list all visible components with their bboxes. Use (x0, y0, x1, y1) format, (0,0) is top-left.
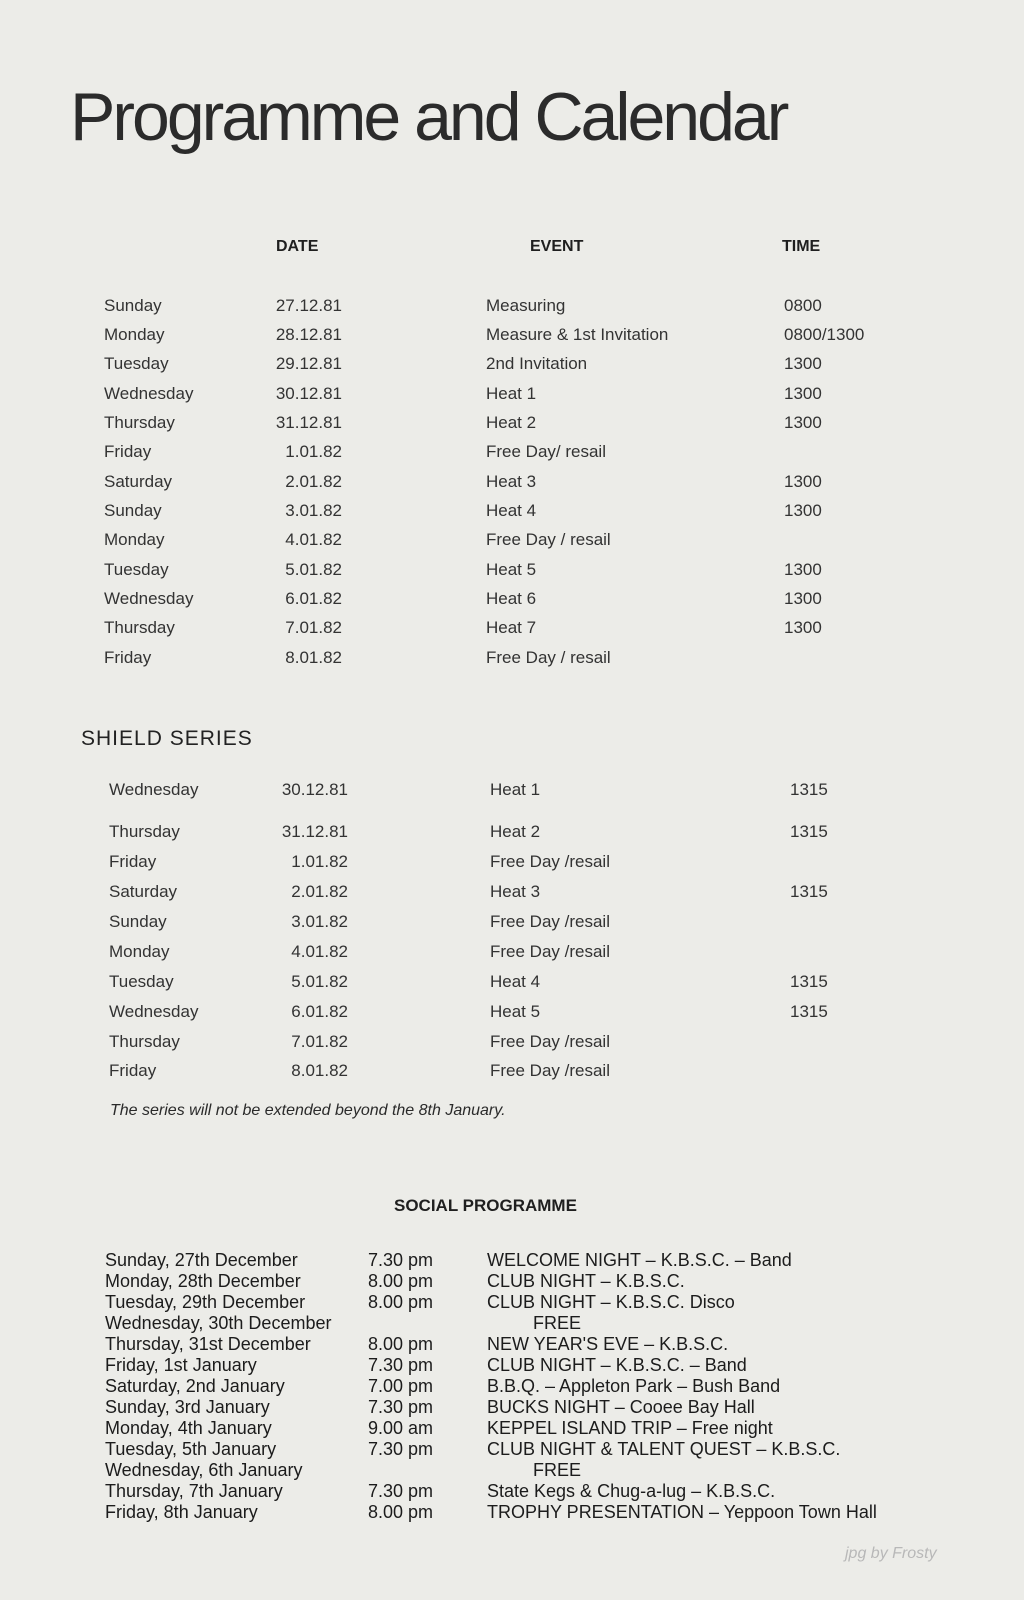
day-cell: Wednesday (104, 589, 194, 608)
list-item (0, 1397, 1024, 1418)
table-row (0, 822, 1024, 848)
event-cell: 2nd Invitation (486, 354, 588, 373)
time-cell: 1315 (790, 972, 828, 991)
time-cell: 1315 (790, 822, 828, 841)
page-title: Programme and Calendar (70, 79, 787, 155)
social-time: 7.30 pm (368, 1439, 434, 1459)
list-item (0, 1418, 1024, 1439)
date-cell: 27.12.81 (275, 296, 342, 315)
social-day: Monday, 4th January (105, 1418, 272, 1438)
date-cell: 5.01.82 (285, 560, 342, 579)
day-cell: Monday (109, 942, 170, 961)
event-cell: Heat 3 (490, 882, 541, 901)
time-cell: 1300 (784, 354, 822, 373)
social-day: Saturday, 2nd January (105, 1376, 285, 1396)
event-cell: Free Day /resail (490, 1032, 610, 1051)
social-event: BUCKS NIGHT – Cooee Bay Hall (487, 1397, 755, 1417)
shield-series-heading: SHIELD SERIES (81, 727, 253, 750)
social-day: Wednesday, 30th December (105, 1313, 332, 1333)
event-cell: Free Day /resail (490, 912, 610, 931)
day-cell: Sunday (104, 296, 162, 315)
social-day: Friday, 1st January (105, 1355, 257, 1375)
date-cell: 2.01.82 (291, 882, 348, 901)
social-time: 7.30 pm (368, 1250, 434, 1270)
social-day: Friday, 8th January (105, 1502, 258, 1522)
social-time: 7.30 pm (368, 1355, 434, 1375)
list-item (0, 1439, 1024, 1460)
table-row (0, 1032, 1024, 1058)
date-cell: 3.01.82 (285, 501, 342, 520)
day-cell: Thursday (104, 618, 175, 637)
time-cell: 1300 (784, 560, 822, 579)
event-cell: Measure & 1st Invitation (486, 325, 669, 344)
table-row (0, 618, 1024, 644)
date-cell: 8.01.82 (285, 648, 342, 667)
event-cell: Heat 5 (486, 560, 537, 579)
social-time: 9.00 am (368, 1418, 434, 1438)
table-row (0, 413, 1024, 439)
social-event: FREE (533, 1460, 582, 1480)
table-row (0, 1002, 1024, 1028)
social-event: FREE (533, 1313, 582, 1333)
day-cell: Tuesday (104, 354, 169, 373)
day-cell: Saturday (109, 882, 178, 901)
date-cell: 4.01.82 (291, 942, 348, 961)
social-event: NEW YEAR'S EVE – K.B.S.C. (487, 1334, 729, 1354)
date-cell: 4.01.82 (285, 530, 342, 549)
table-row (0, 384, 1024, 410)
social-time: 8.00 pm (368, 1292, 434, 1312)
table-row (0, 852, 1024, 878)
social-event: B.B.Q. – Appleton Park – Bush Band (487, 1376, 781, 1396)
day-cell: Thursday (109, 822, 180, 841)
social-time: 8.00 pm (368, 1271, 434, 1291)
day-cell: Thursday (109, 1032, 180, 1051)
table-row (0, 589, 1024, 615)
table-row (0, 942, 1024, 968)
table-row (0, 780, 1024, 806)
table-row (0, 912, 1024, 938)
day-cell: Sunday (104, 501, 162, 520)
list-item (0, 1334, 1024, 1355)
date-cell: 28.12.81 (275, 325, 342, 344)
social-event: CLUB NIGHT & TALENT QUEST – K.B.S.C. (487, 1439, 841, 1459)
day-cell: Friday (109, 1061, 157, 1080)
social-event: State Kegs & Chug-a-lug – K.B.S.C. (487, 1481, 776, 1501)
social-event: KEPPEL ISLAND TRIP – Free night (487, 1418, 773, 1438)
list-item (0, 1355, 1024, 1376)
event-cell: Heat 1 (490, 780, 541, 799)
time-cell: 1300 (784, 501, 822, 520)
list-item (0, 1502, 1024, 1523)
event-cell: Free Day / resail (486, 530, 611, 549)
social-time: 8.00 pm (368, 1334, 434, 1354)
social-day: Tuesday, 29th December (105, 1292, 306, 1312)
event-cell: Heat 4 (486, 501, 537, 520)
table-row (0, 442, 1024, 468)
table-row (0, 972, 1024, 998)
list-item (0, 1313, 1024, 1334)
time-cell: 1315 (790, 1002, 828, 1021)
day-cell: Wednesday (109, 1002, 199, 1021)
social-day: Thursday, 31st December (105, 1334, 311, 1354)
table-row (0, 325, 1024, 351)
table-row (0, 1061, 1024, 1087)
day-cell: Friday (109, 852, 157, 871)
time-column-header: TIME (782, 238, 821, 255)
table-row (0, 472, 1024, 498)
event-cell: Free Day /resail (490, 1061, 610, 1080)
day-cell: Tuesday (109, 972, 174, 991)
date-cell: 31.12.81 (275, 413, 342, 432)
social-day: Tuesday, 5th January (105, 1439, 277, 1459)
date-cell: 2.01.82 (285, 472, 342, 491)
list-item (0, 1250, 1024, 1271)
time-cell: 0800/1300 (784, 325, 865, 344)
event-cell: Heat 1 (486, 384, 537, 403)
day-cell: Saturday (104, 472, 173, 491)
time-cell: 1300 (784, 413, 822, 432)
event-cell: Heat 3 (486, 472, 537, 491)
date-cell: 5.01.82 (291, 972, 348, 991)
social-time: 8.00 pm (368, 1502, 434, 1522)
event-cell: Heat 2 (486, 413, 537, 432)
social-event: CLUB NIGHT – K.B.S.C. (487, 1271, 685, 1291)
date-cell: 6.01.82 (285, 589, 342, 608)
date-cell: 6.01.82 (291, 1002, 348, 1021)
date-cell: 1.01.82 (291, 852, 348, 871)
list-item (0, 1376, 1024, 1397)
social-time: 7.30 pm (368, 1397, 434, 1417)
table-row (0, 882, 1024, 908)
table-row (0, 560, 1024, 586)
list-item (0, 1460, 1024, 1481)
social-event: TROPHY PRESENTATION – Yeppoon Town Hall (487, 1502, 877, 1522)
list-item (0, 1271, 1024, 1292)
date-cell: 31.12.81 (281, 822, 348, 841)
event-cell: Heat 6 (486, 589, 537, 608)
event-cell: Free Day /resail (490, 852, 610, 871)
table-row (0, 354, 1024, 380)
date-column-header: DATE (276, 238, 319, 255)
date-cell: 3.01.82 (291, 912, 348, 931)
day-cell: Friday (104, 442, 152, 461)
time-cell: 1315 (790, 780, 828, 799)
table-row (0, 296, 1024, 322)
time-cell: 1315 (790, 882, 828, 901)
event-cell: Heat 2 (490, 822, 541, 841)
social-day: Wednesday, 6th January (105, 1460, 303, 1480)
day-cell: Tuesday (104, 560, 169, 579)
list-item (0, 1292, 1024, 1313)
date-cell: 7.01.82 (291, 1032, 348, 1051)
social-day: Monday, 28th December (105, 1271, 301, 1291)
table-row (0, 648, 1024, 674)
day-cell: Wednesday (109, 780, 199, 799)
time-cell: 1300 (784, 472, 822, 491)
social-event: WELCOME NIGHT – K.B.S.C. – Band (487, 1250, 792, 1270)
time-cell: 1300 (784, 589, 822, 608)
date-cell: 30.12.81 (275, 384, 342, 403)
social-event: CLUB NIGHT – K.B.S.C. Disco (487, 1292, 735, 1312)
list-item (0, 1481, 1024, 1502)
date-cell: 30.12.81 (281, 780, 348, 799)
day-cell: Monday (104, 530, 165, 549)
table-row (0, 530, 1024, 556)
day-cell: Wednesday (104, 384, 194, 403)
social-programme-heading: SOCIAL PROGRAMME (394, 1196, 577, 1215)
day-cell: Sunday (109, 912, 167, 931)
event-cell: Measuring (486, 296, 566, 315)
series-note: The series will not be extended beyond the 8th January. (110, 1102, 506, 1119)
event-column-header: EVENT (530, 238, 584, 255)
event-cell: Free Day / resail (486, 648, 611, 667)
image-credit: jpg by Frosty (845, 1545, 937, 1562)
social-day: Sunday, 27th December (105, 1250, 298, 1270)
day-cell: Friday (104, 648, 152, 667)
date-cell: 29.12.81 (275, 354, 342, 373)
event-cell: Free Day /resail (490, 942, 610, 961)
social-time: 7.00 pm (368, 1376, 434, 1396)
event-cell: Heat 5 (490, 1002, 541, 1021)
social-time: 7.30 pm (368, 1481, 434, 1501)
event-cell: Heat 4 (490, 972, 541, 991)
day-cell: Thursday (104, 413, 175, 432)
date-cell: 8.01.82 (291, 1061, 348, 1080)
time-cell: 0800 (784, 296, 822, 315)
table-row (0, 501, 1024, 527)
event-cell: Free Day/ resail (486, 442, 606, 461)
time-cell: 1300 (784, 384, 822, 403)
social-day: Sunday, 3rd January (105, 1397, 270, 1417)
date-cell: 1.01.82 (285, 442, 342, 461)
social-day: Thursday, 7th January (105, 1481, 283, 1501)
time-cell: 1300 (784, 618, 822, 637)
social-event: CLUB NIGHT – K.B.S.C. – Band (487, 1355, 747, 1375)
day-cell: Monday (104, 325, 165, 344)
date-cell: 7.01.82 (285, 618, 342, 637)
event-cell: Heat 7 (486, 618, 537, 637)
